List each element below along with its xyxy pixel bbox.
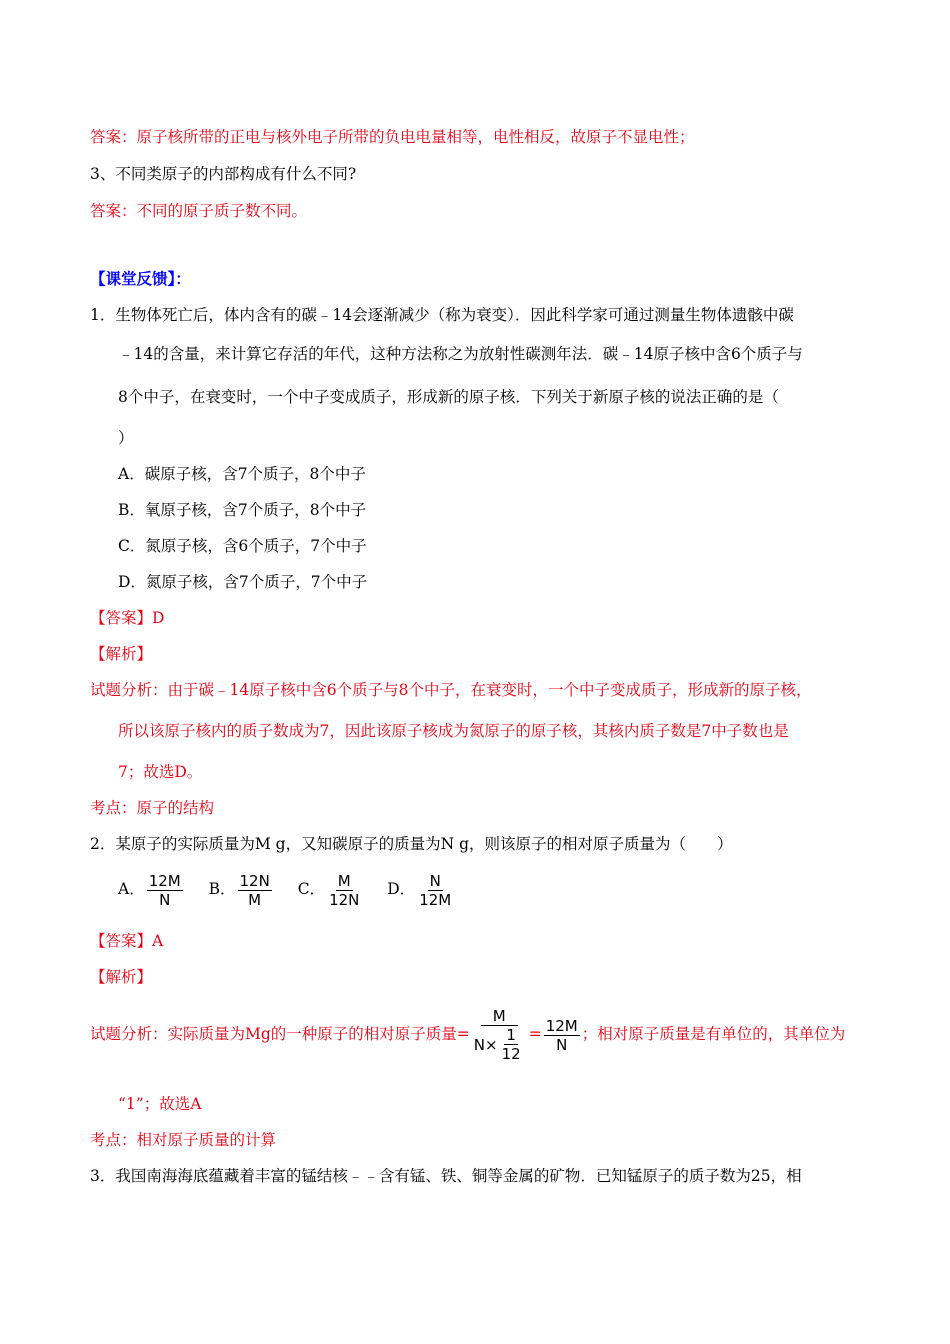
q1-stem-line: 8个中子，在衰变时，一个中子变成质子，形成新的原子核．下列关于新原子核的说法正确的是（ bbox=[118, 388, 779, 406]
section-heading: 【课堂反馈】： bbox=[90, 269, 191, 288]
q1-analysis-label: 【解析】 bbox=[90, 645, 153, 663]
answer-line: 答案：原子核所带的正电与核外电子所带的负电电量相等，电性相反，故原子不显电性； bbox=[90, 128, 695, 146]
q1-option-a: A．碳原子核，含7个质子，8个中子 bbox=[118, 465, 366, 483]
answer-line: 答案：不同的原子质子数不同。 bbox=[90, 202, 308, 220]
q2-options bbox=[118, 869, 455, 909]
formula-fraction: M N× $\frac{1}{12}$ bbox=[473, 1007, 521, 1063]
q1-analysis-line: 7；故选D。 bbox=[118, 763, 203, 781]
q3-stem-line: 3．我国南海海底蕴藏着丰富的锰结核﹣﹣含有锰、铁、铜等金属的矿物．已知锰原子的质子数为25，相 bbox=[90, 1167, 802, 1185]
question-3: 3、不同类原子的内部构成有什么不同? bbox=[90, 165, 357, 183]
formula-fraction: $\frac{12M}{N}$ bbox=[545, 1016, 578, 1054]
q2-analysis-label: 【解析】 bbox=[90, 968, 153, 986]
q2-analysis-line: “1”；故选A bbox=[118, 1095, 202, 1113]
q1-stem-line: ） bbox=[118, 429, 134, 447]
q2-answer: 【答案】A bbox=[90, 932, 164, 950]
q2-option-d: D． $\frac{N}{12M}$ bbox=[387, 871, 452, 909]
q2-option-a: A． $\frac{12M}{N}$ bbox=[118, 871, 181, 909]
q2-stem: 2．某原子的实际质量为M g，又知碳原子的质量为N g，则该原子的相对原子质量为（ ） bbox=[90, 835, 733, 853]
q1-stem-line: 1．生物体死亡后，体内含有的碳﹣14会逐渐减少（称为衰变）．因此科学家可通过测量生物体遗骸中碳 bbox=[90, 306, 794, 324]
q1-option-b: B．氧原子核，含7个质子，8个中子 bbox=[118, 501, 367, 519]
q1-answer: 【答案】D bbox=[90, 609, 165, 627]
q1-option-d: D．氮原子核，含7个质子，7个中子 bbox=[118, 573, 368, 591]
q1-stem-line: ﹣14的含量，来计算它存活的年代，这种方法称之为放射性碳测年法．碳﹣14原子核中含6个质子与 bbox=[118, 345, 803, 363]
q1-analysis-line: 所以该原子核内的质子数成为7，因此该原子核成为氮原子的原子核，其核内质子数是7中子数也是 bbox=[118, 722, 789, 740]
q2-option-c: C． $\frac{M}{12N}$ bbox=[297, 871, 360, 909]
q2-option-b: B． $\frac{12N}{M}$ bbox=[208, 871, 270, 909]
q2-kaodian: 考点：相对原子质量的计算 bbox=[90, 1131, 277, 1149]
q1-analysis-line: 试题分析：由于碳﹣14原子核中含6个质子与8个中子，在衰变时，一个中子变成质子，形成新的原子核， bbox=[90, 681, 812, 699]
q1-kaodian: 考点：原子的结构 bbox=[90, 799, 215, 817]
q1-option-c: C．氮原子核，含6个质子，7个中子 bbox=[118, 537, 367, 555]
q2-analysis-line: 试题分析：实际质量为Mg的一种原子的相对原子质量= M N× $\frac{1}{12}$ = $\frac{12M}{N}$ ；相对原子质量是有单位的，其单位为 bbox=[90, 1007, 846, 1063]
